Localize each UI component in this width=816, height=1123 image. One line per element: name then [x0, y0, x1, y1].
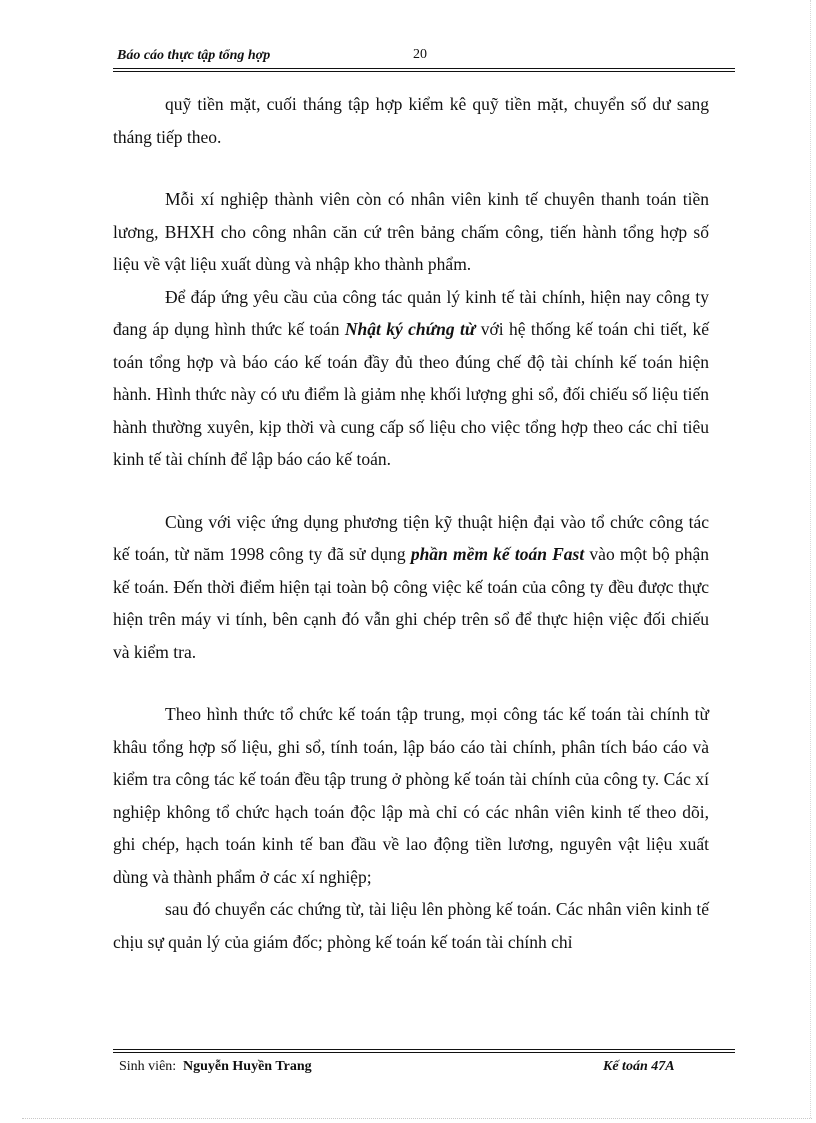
paragraph-text: Cùng với việc ứng dụng phương tiện kỹ thuật hiện đại vào tổ chức công tác kế toán, từ năm 1998 công ty đã sử dụng [113, 511, 709, 564]
page-header [113, 42, 735, 72]
footer-divider [113, 1049, 735, 1053]
emphasis-journal-voucher: Nhật ký chứng từ [344, 319, 476, 339]
header-divider [113, 68, 735, 72]
paragraph-text: vào một bộ phận kế toán. Đến thời điểm hiện tại toàn bộ công việc kế toán của công ty đều được thực hiện trên máy vi tính, bên cạnh đó vẫn ghi chép trên sổ để thực hiện việc đối chiếu và kiểm tra. [113, 544, 709, 662]
paragraph-software [113, 506, 709, 669]
document-body [113, 88, 709, 958]
emphasis-fast-software: phần mềm kế toán Fast [410, 544, 585, 564]
page-bottom-edge [22, 1118, 812, 1119]
page-right-edge [810, 0, 811, 1118]
student-name: Nguyễn Huyền Trang [183, 1059, 312, 1074]
class-name: Kế toán 47A [603, 1059, 675, 1074]
paragraph-member-enterprises: Mỗi xí nghiệp thành viên còn có nhân viên kinh tế chuyên thanh toán tiền lương, BHXH cho công nhân căn cứ trên bảng chấm công, tiến hành tổng hợp số liệu về vật liệu xuất dùng và nhập kho thành phẩm. [113, 189, 709, 274]
report-title: Báo cáo thực tập tổng hợp [117, 48, 271, 63]
page-number: 20 [413, 47, 427, 62]
paragraph-cash-fund: quỹ tiền mặt, cuối tháng tập hợp kiểm kê quỹ tiền mặt, chuyển số dư sang tháng tiếp theo. [113, 94, 709, 147]
page-footer [113, 1046, 735, 1086]
paragraph-text: với hệ thống kế toán chi tiết, kế toán tổng hợp và báo cáo kế toán đầy đủ theo đúng chế độ tài chính kế toán hiện hành. Hình thức này có ưu điểm là giảm nhẹ khối lượng ghi sổ, đối chiếu số liệu tiến hành thường xuyên, kịp thời và cung cấp số liệu cho việc tổng hợp theo các chỉ tiêu kinh tế tài chính để lập báo cáo kế toán. [113, 319, 709, 469]
paragraph-accounting-form [113, 281, 709, 476]
paragraph-centralized-accounting: Theo hình thức tổ chức kế toán tập trung, mọi công tác kế toán tài chính từ khâu tổng hợp số liệu, ghi sổ, tính toán, lập báo cáo tài chính, phân tích báo cáo và kiểm tra công tác kế toán đều tập trung ở phòng kế toán tài chính của công ty. Các xí nghiệp không tổ chức hạch toán độc lập mà chỉ có các nhân viên kinh tế theo dõi, ghi chép, hạch toán kinh tế ban đầu về lao động tiền lương, nguyên vật liệu xuất dùng và thành phẩm ở các xí nghiệp; [113, 704, 709, 887]
paragraph-text: Để đáp ứng yêu cầu của công tác quản lý kinh tế tài chính, hiện nay công ty đang áp dụng hình thức kế toán [113, 286, 709, 339]
paragraph-document-transfer: sau đó chuyển các chứng từ, tài liệu lên phòng kế toán. Các nhân viên kinh tế chịu sự quản lý của giám đốc; phòng kế toán kế toán tài chính chỉ [113, 899, 709, 952]
student-label: Sinh viên: [119, 1059, 177, 1074]
